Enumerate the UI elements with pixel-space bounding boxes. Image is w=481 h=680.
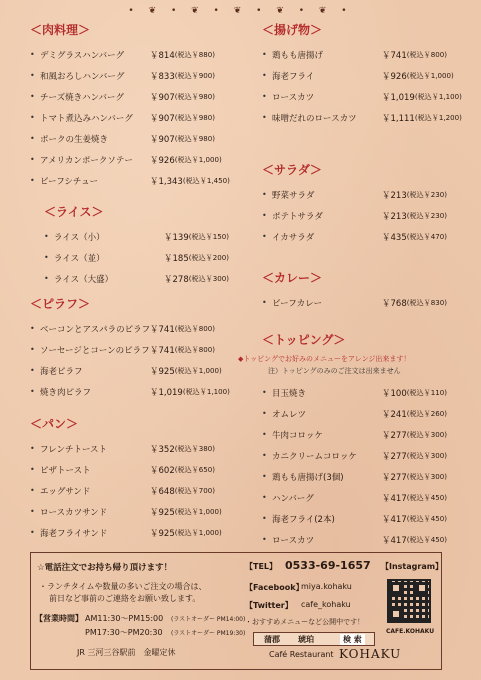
menu-item-price: ￥352 <box>150 444 175 455</box>
bullet-icon: • <box>262 535 267 544</box>
bullet-icon: • <box>262 409 267 418</box>
menu-item-name: 焼き肉ピラフ <box>40 387 92 398</box>
menu-item-tax-price: (税込￥650) <box>174 464 216 474</box>
menu-item-price: ￥741 <box>382 50 407 61</box>
bullet-icon: • <box>30 507 35 516</box>
hours-1-last-order: (ラストオーダー PM14:00) <box>171 616 246 623</box>
menu-item-price: ￥139 <box>164 232 189 243</box>
menu-item <box>262 382 447 403</box>
topping-note-black: 注）トッピングのみのご注文は出来ません <box>268 367 401 375</box>
menu-item-price: ￥925 <box>150 507 175 518</box>
menu-item-name: 鶏もも唐揚げ <box>272 50 324 61</box>
menu-item <box>30 107 230 128</box>
menu-item <box>262 107 462 128</box>
badge-gamagori: 蒲郡 <box>264 635 280 644</box>
bullet-icon: • <box>262 451 267 460</box>
menu-item <box>30 86 230 107</box>
right-section <box>262 22 462 128</box>
menu-item-price: ￥907 <box>150 92 175 103</box>
menu-item-name: ビーフカレー <box>272 298 323 309</box>
menu-item-name: 牛肉コロッケ <box>272 430 323 441</box>
menu-item-price: ￥185 <box>164 253 189 264</box>
bullet-icon: • <box>262 232 267 241</box>
hours-2-last-order: (ラストオーダー PM19:30) <box>171 630 246 637</box>
menu-item-price: ￥1,343 <box>150 176 183 187</box>
lunch-note-1: ・ランチタイムや数量の多いご注文の場合は、 <box>39 582 207 591</box>
bullet-icon: • <box>30 366 35 375</box>
menu-item-price: ￥277 <box>382 430 407 441</box>
menu-item <box>262 424 447 445</box>
menu-item-tax-price: (税込￥300) <box>406 429 448 439</box>
access-text: JR 三河三谷駅前 金曜定休 <box>77 648 176 657</box>
menu-item <box>262 508 447 529</box>
menu-item <box>262 86 462 107</box>
bullet-icon: • <box>262 92 267 101</box>
lunch-note-2: 前日など事前のご連絡をお願い致します。 <box>49 594 201 603</box>
menu-item-price: ￥1,019 <box>150 387 183 398</box>
menu-item-price: ￥925 <box>150 366 175 377</box>
section-heading: ＜トッピング＞ <box>262 333 346 347</box>
section-heading: ＜パン＞ <box>30 417 79 431</box>
menu-item <box>30 128 230 149</box>
section-heading: ＜ライス＞ <box>44 205 104 219</box>
hours-label: 【営業時間】 <box>35 614 83 623</box>
left-section <box>30 292 230 402</box>
menu-item-tax-price: (税込￥470) <box>406 231 448 241</box>
menu-item <box>44 247 229 268</box>
bullet-icon: • <box>30 345 35 354</box>
menu-item-price: ￥1,111 <box>382 113 415 124</box>
menu-item-price: ￥648 <box>150 486 175 497</box>
menu-item-price: ￥435 <box>382 232 407 243</box>
bullet-icon: • <box>262 514 267 523</box>
menu-item-tax-price: (税込￥150) <box>188 231 230 241</box>
left-section <box>30 22 230 191</box>
menu-item <box>30 44 230 65</box>
menu-item-tax-price: (税込￥900) <box>174 70 216 80</box>
menu-item-price: ￥602 <box>150 465 175 476</box>
menu-item-name: イカサラダ <box>272 232 315 243</box>
section-heading: ＜カレー＞ <box>262 271 323 285</box>
menu-item <box>262 226 447 247</box>
menu-item-tax-price: (税込￥800) <box>174 344 216 354</box>
menu-item <box>30 65 230 86</box>
menu-item <box>30 459 222 480</box>
menu-item-tax-price: (税込￥800) <box>406 49 448 59</box>
menu-item <box>30 522 222 543</box>
right-section <box>238 328 448 550</box>
topping-note-red: ◆トッピングでお好みのメニューをアレンジ出来ます！ <box>238 355 411 363</box>
menu-item-name: ライス（並） <box>54 253 105 264</box>
bullet-icon: • <box>262 190 267 199</box>
menu-item-price: ￥741 <box>150 345 175 356</box>
menu-item-tax-price: (税込￥300) <box>188 273 230 283</box>
menu-item-tax-price: (税込￥450) <box>406 492 448 502</box>
menu-item-tax-price: (税込￥1,100) <box>414 91 462 101</box>
menu-item-price: ￥833 <box>150 71 175 82</box>
menu-item-name: 目玉焼き <box>272 388 307 399</box>
menu-item-tax-price: (税込￥830) <box>406 297 448 307</box>
menu-item-price: ￥417 <box>382 514 407 525</box>
menu-item-price: ￥277 <box>382 451 407 462</box>
menu-item-tax-price: (税込￥450) <box>406 513 448 523</box>
menu-item-tax-price: (税込￥300) <box>406 471 448 481</box>
menu-item-name: ハンバーグ <box>272 493 314 504</box>
menu-item-tax-price: (税込￥1,450) <box>182 175 230 185</box>
menu-item-name: デミグラスハンバーグ <box>40 50 125 61</box>
menu-item-name: 味噌だれのロースカツ <box>272 113 357 124</box>
qr-caption: CAFE.KOHAKU <box>386 628 435 635</box>
menu-item <box>30 360 230 381</box>
menu-item-name: ソーセージとコーンのピラフ <box>40 345 150 356</box>
menu-item <box>44 226 229 247</box>
menu-item-name: エッグサンド <box>40 486 91 497</box>
menu-item-tax-price: (税込￥200) <box>188 252 230 262</box>
search-badge <box>253 632 375 646</box>
menu-item-price: ￥100 <box>382 388 407 399</box>
bullet-icon: • <box>30 444 35 453</box>
menu-item <box>30 480 222 501</box>
menu-item-name: ライス（小） <box>54 232 105 243</box>
hours-2: PM17:30～PM20:30 <box>85 628 163 637</box>
menu-item-price: ￥741 <box>150 324 175 335</box>
menu-item-name: 海老ピラフ <box>40 366 83 377</box>
menu-item-tax-price: (税込￥880) <box>174 49 216 59</box>
menu-item-price: ￥926 <box>382 71 407 82</box>
bullet-icon: • <box>30 134 35 143</box>
twitter-handle[interactable]: cafe_kohaku <box>301 600 351 609</box>
menu-item-tax-price: (税込￥1,000) <box>174 154 222 164</box>
left-section <box>44 200 229 289</box>
menu-item-price: ￥213 <box>382 190 407 201</box>
menu-item <box>262 205 447 226</box>
bullet-icon: • <box>262 493 267 502</box>
menu-item <box>262 529 447 550</box>
menu-item-tax-price: (税込￥380) <box>174 443 216 453</box>
twitter-label: 【Twitter】 <box>245 601 293 610</box>
menu-item <box>262 292 447 313</box>
menu-item-name: ポークの生姜焼き <box>40 134 109 145</box>
menu-item <box>262 184 447 205</box>
bullet-icon: • <box>44 232 49 241</box>
menu-item-tax-price: (税込￥1,200) <box>414 112 462 122</box>
section-heading: ＜肉料理＞ <box>30 23 91 37</box>
menu-item-tax-price: (税込￥300) <box>406 450 448 460</box>
hours-1: AM11:30～PM15:00 <box>85 614 164 623</box>
menu-item-name: 野菜サラダ <box>272 190 315 201</box>
bullet-icon: • <box>30 486 35 495</box>
menu-item-tax-price: (税込￥1,000) <box>406 70 454 80</box>
bullet-icon: • <box>30 528 35 537</box>
menu-item-name: トマト煮込みハンバーグ <box>40 113 133 124</box>
bullet-icon: • <box>30 155 35 164</box>
menu-item-tax-price: (税込￥800) <box>174 323 216 333</box>
menu-item-tax-price: (税込￥980) <box>174 112 216 122</box>
bullet-icon: • <box>30 50 35 59</box>
menu-item-name: ベーコンとアスパラのピラフ <box>40 324 151 335</box>
facebook-label: 【Facebook】 <box>245 583 304 592</box>
menu-item-tax-price: (税込￥1,000) <box>174 506 222 516</box>
bullet-icon: • <box>262 298 267 307</box>
menu-item-tax-price: (税込￥1,100) <box>182 386 230 396</box>
bullet-icon: • <box>30 176 35 185</box>
menu-item-tax-price: (税込￥980) <box>174 91 216 101</box>
menu-item-price: ￥417 <box>382 493 407 504</box>
bullet-icon: • <box>30 387 35 396</box>
bullet-icon: • <box>30 113 35 122</box>
bullet-icon: • <box>30 465 35 474</box>
bullet-icon: • <box>262 211 267 220</box>
menu-item <box>30 170 230 191</box>
menu-item-name: カニクリームコロッケ <box>272 451 357 462</box>
menu-item-name: チーズ焼きハンバーグ <box>40 92 124 103</box>
menu-item-tax-price: (税込￥110) <box>406 387 448 397</box>
section-heading: ＜揚げ物＞ <box>262 23 323 37</box>
menu-item <box>30 381 230 402</box>
bullet-icon: • <box>262 50 267 59</box>
menu-item-tax-price: (税込￥1,000) <box>174 365 222 375</box>
menu-item-name: ビーフシチュー <box>40 176 99 187</box>
menu-item-price: ￥768 <box>382 298 407 309</box>
menu-item-name: アメリカンポークソテー <box>40 155 133 166</box>
badge-kohaku: 琥珀 <box>298 635 314 644</box>
menu-item-name: 海老フライサンド <box>40 528 108 539</box>
menu-item <box>262 466 447 487</box>
menu-item <box>262 403 447 424</box>
menu-item <box>262 65 462 86</box>
menu-item-name: ピザトースト <box>40 465 91 476</box>
bullet-icon: • <box>262 472 267 481</box>
menu-item-name: 海老フライ(2本) <box>272 514 335 525</box>
menu-item-price: ￥926 <box>150 155 175 166</box>
menu-item-price: ￥278 <box>164 274 189 285</box>
bullet-icon: • <box>44 274 49 283</box>
bullet-icon: • <box>262 388 267 397</box>
menu-item-tax-price: (税込￥230) <box>406 210 448 220</box>
menu-item-price: ￥241 <box>382 409 407 420</box>
bullet-icon: • <box>262 430 267 439</box>
menu-item-tax-price: (税込￥980) <box>174 133 216 143</box>
section-heading: ＜ピラフ＞ <box>30 297 91 311</box>
menu-item <box>30 318 230 339</box>
bullet-icon: • <box>30 71 35 80</box>
right-section <box>262 266 447 313</box>
menu-item-name: 和風おろしハンバーグ <box>40 71 125 82</box>
recommend-note: ・おすすめメニューなど公開中です！ <box>245 618 365 626</box>
menu-item-price: ￥277 <box>382 472 407 483</box>
menu-item-tax-price: (税込￥260) <box>406 408 448 418</box>
brand-name: KOHAKU <box>339 647 402 661</box>
menu-item <box>262 445 447 466</box>
menu-item-name: ポテトサラダ <box>272 211 323 222</box>
facebook-handle[interactable]: miya.kohaku <box>301 582 352 591</box>
instagram-label: 【Instagram】 <box>381 562 444 571</box>
bullet-icon: • <box>262 113 267 122</box>
left-section <box>30 412 222 543</box>
menu-item-name: ライス（大盛） <box>54 274 114 285</box>
badge-search[interactable]: 検 索 <box>340 634 365 645</box>
info-footer <box>30 552 442 670</box>
menu-item-name: オムレツ <box>272 409 307 420</box>
bullet-icon: • <box>262 71 267 80</box>
menu-item-name: ロースカツ <box>272 92 315 103</box>
menu-item-name: 鶏もも唐揚げ(3個) <box>272 472 344 483</box>
menu-item <box>262 487 447 508</box>
menu-item-price: ￥417 <box>382 535 407 546</box>
menu-item-price: ￥925 <box>150 528 175 539</box>
menu-item-price: ￥1,019 <box>382 92 415 103</box>
menu-item <box>30 149 230 170</box>
tel-label: 【TEL】 <box>245 562 278 571</box>
menu-item <box>30 339 230 360</box>
bullet-icon: • <box>30 92 35 101</box>
menu-item-tax-price: (税込￥450) <box>406 534 448 544</box>
qr-code-icon[interactable] <box>387 579 431 623</box>
menu-item-tax-price: (税込￥700) <box>174 485 216 495</box>
menu-item-tax-price: (税込￥1,000) <box>174 527 222 537</box>
top-ornament: • ❦ • ❦ • ❦ • ❦ • ❦ • <box>128 6 353 16</box>
phone-order-text: ☆電話注文でお持ち帰り頂けます！ <box>37 563 173 573</box>
menu-item-name: 海老フライ <box>272 71 315 82</box>
menu-item-name: ロースカツ <box>272 535 315 546</box>
menu-item-price: ￥814 <box>150 50 175 61</box>
brand-prefix: Café Restaurant <box>269 650 334 659</box>
menu-item-price: ￥907 <box>150 113 175 124</box>
section-heading: ＜サラダ＞ <box>262 163 322 177</box>
menu-item <box>262 44 462 65</box>
bullet-icon: • <box>30 324 35 333</box>
menu-item-price: ￥213 <box>382 211 407 222</box>
menu-item <box>44 268 229 289</box>
menu-item-tax-price: (税込￥230) <box>406 189 448 199</box>
tel-number[interactable]: 0533-69-1657 <box>285 559 371 572</box>
menu-item-price: ￥907 <box>150 134 175 145</box>
menu-item-name: ロースカツサンド <box>40 507 108 518</box>
right-section <box>262 158 447 247</box>
menu-item-name: フレンチトースト <box>40 444 108 455</box>
menu-item <box>30 501 222 522</box>
bullet-icon: • <box>44 253 49 262</box>
menu-item <box>30 438 222 459</box>
